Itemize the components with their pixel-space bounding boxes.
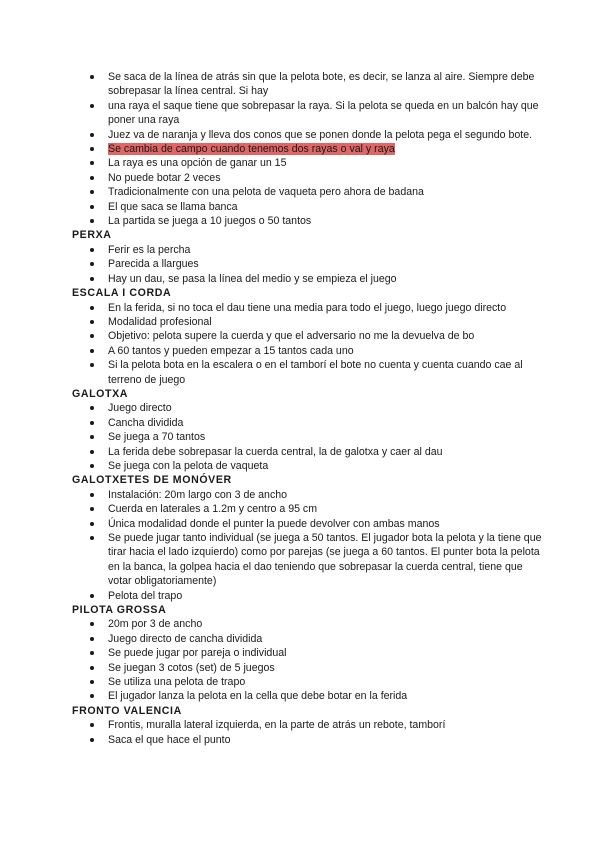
list-item: Objetivo: pelota supere la cuerda y que el adversario no me la devuelva de bo [72, 329, 542, 343]
list-item: Juego directo de cancha dividida [72, 632, 542, 646]
list-item: Si la pelota bota en la escalera o en el tamborí el bote no cuenta y cuenta cuando cae al terreno de juego [72, 358, 542, 387]
list-item: Frontis, muralla lateral izquierda, en la parte de atrás un rebote, tamborí [72, 718, 542, 732]
section-heading-galotxa: GALOTXA [72, 387, 128, 400]
list-item: Pelota del trapo [72, 589, 542, 603]
list-item: A 60 tantos y pueden empezar a 15 tantos cada uno [72, 344, 542, 358]
bullet-list-pilota-grossa [72, 617, 542, 703]
list-item: Cancha dividida [72, 416, 542, 430]
list-item: Única modalidad donde el punter la puede devolver con ambas manos [72, 517, 542, 531]
section-heading-fronto-valencia: FRONTO VALENCIA [72, 704, 182, 717]
list-item: Se saca de la línea de atrás sin que la pelota bote, es decir, se lanza al aire. Siempre debe sobrepasar la línea central. Si hay [72, 70, 542, 99]
list-item: Se juega a 70 tantos [72, 430, 542, 444]
highlighted-text: Se cambia de campo cuando tenemos dos rayas o val y raya [108, 143, 395, 156]
list-item: Instalación: 20m largo con 3 de ancho [72, 488, 542, 502]
list-item: Ferir es la percha [72, 243, 542, 257]
list-item: Juez va de naranja y lleva dos conos que se ponen donde la pelota pega el segundo bote. [72, 128, 542, 142]
list-item: Se puede jugar por pareja o individual [72, 646, 542, 660]
list-item: En la ferida, si no toca el dau tiene una media para todo el juego, luego juego directo [72, 301, 542, 315]
bullet-list-fronto-valencia [72, 718, 542, 747]
bullet-list-escala-i-corda [72, 301, 542, 387]
section-heading-perxa: PERXA [72, 229, 112, 242]
list-item: La partida se juega a 10 juegos o 50 tantos [72, 214, 542, 228]
list-item: Tradicionalmente con una pelota de vaqueta pero ahora de badana [72, 185, 542, 199]
list-item: Saca el que hace el punto [72, 733, 542, 747]
list-item: Se utiliza una pelota de trapo [72, 675, 542, 689]
list-item: Modalidad profesional [72, 315, 542, 329]
list-item-highlighted [72, 142, 542, 156]
list-item: La raya es una opción de ganar un 15 [72, 156, 542, 170]
list-item: Parecida a llargues [72, 257, 542, 271]
list-item: El jugador lanza la pelota en la cella que debe botar en la ferida [72, 689, 542, 703]
list-item: Hay un dau, se pasa la línea del medio y se empieza el juego [72, 272, 542, 286]
list-item: 20m por 3 de ancho [72, 617, 542, 631]
bullet-list-galotxa [72, 401, 542, 473]
section-heading-galotxetes-de-monover: GALOTXETES DE MONÓVER [72, 474, 232, 487]
list-item: Se juega con la pelota de vaqueta [72, 459, 542, 473]
list-item: No puede botar 2 veces [72, 171, 542, 185]
list-item: Cuerda en laterales a 1.2m y centro a 95 cm [72, 502, 542, 516]
bullet-list-galotxetes-de-monover [72, 488, 542, 603]
bullet-list-intro [72, 70, 542, 228]
list-item: una raya el saque tiene que sobrepasar la raya. Si la pelota se queda en un balcón hay que poner una raya [72, 99, 542, 128]
list-item: Se juegan 3 cotos (set) de 5 juegos [72, 661, 542, 675]
bullet-list-perxa [72, 243, 542, 286]
list-item: Juego directo [72, 401, 542, 415]
section-heading-pilota-grossa: PILOTA GROSSA [72, 604, 167, 617]
list-item: La ferida debe sobrepasar la cuerda central, la de galotxa y caer al dau [72, 445, 542, 459]
list-item: El que saca se llama banca [72, 200, 542, 214]
section-heading-escala-i-corda: ESCALA I CORDA [72, 287, 172, 300]
list-item: Se puede jugar tanto individual (se juega a 50 tantos. El jugador bota la pelota y la tiene que tirar hacia el lado izquierdo) como por parejas (se juega a 60 tantos. El punter bota la pelota en la banca, la golpea hacia el dao teniendo que sobrepasar la cuerda central, tiene que votar obligatoriamente) [72, 531, 542, 589]
document-content [72, 70, 542, 747]
